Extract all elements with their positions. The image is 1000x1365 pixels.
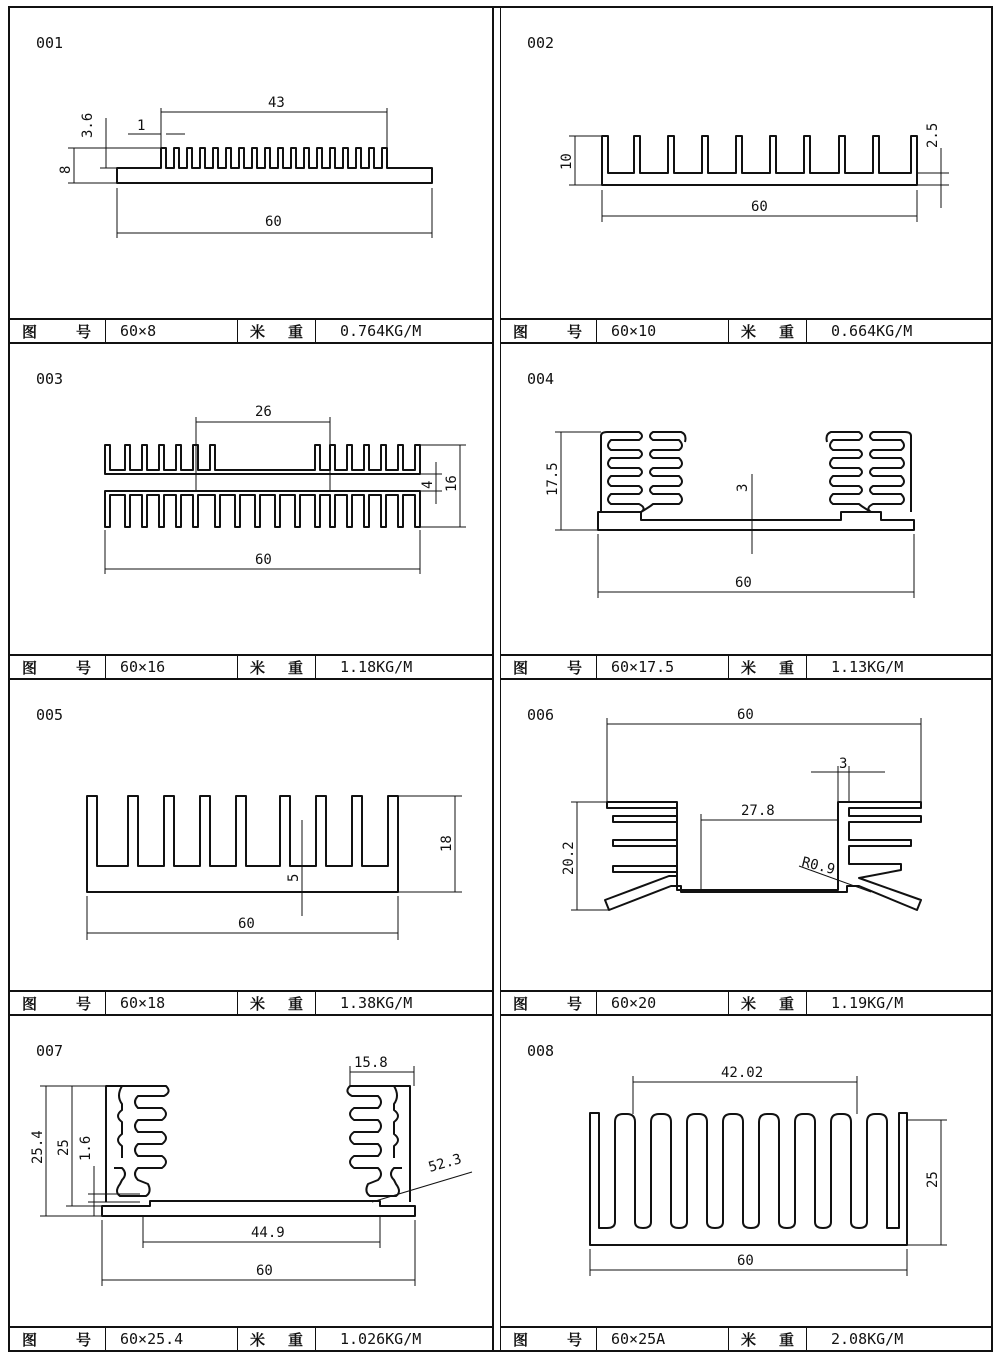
profile-cell-002 xyxy=(501,8,991,344)
dim-total-height: 25 xyxy=(925,1171,941,1188)
dim-fin-thickness: 1 xyxy=(137,118,146,134)
profile-cell-004 xyxy=(501,344,991,680)
dim-total-width: 60 xyxy=(751,199,768,215)
drawing-no-label: 图 号 xyxy=(10,656,106,678)
dim-total-width: 60 xyxy=(737,707,754,723)
profile-id: 004 xyxy=(527,370,555,388)
dim-base-thickness: 2.5 xyxy=(925,122,941,148)
drawing-no-label: 图 号 xyxy=(501,992,597,1014)
drawing-no-label: 图 号 xyxy=(501,320,597,342)
drawing-no-label: 图 号 xyxy=(501,656,597,678)
model-value: 60×10 xyxy=(597,320,729,342)
profile-cell-003 xyxy=(10,344,492,680)
weight-label: 米 重 xyxy=(238,992,316,1014)
dim-slot-width: 27.8 xyxy=(741,803,775,819)
dim-total-width: 60 xyxy=(737,1253,754,1269)
weight-value: 0.764KG/M xyxy=(340,322,422,340)
drawing-no-label: 图 号 xyxy=(501,1328,597,1350)
dim-fin-thickness: 3 xyxy=(839,756,848,772)
heatsink-profile-lower xyxy=(105,491,420,527)
dim-fin-block-width: 15.8 xyxy=(354,1055,388,1071)
profile-id: 002 xyxy=(527,34,555,52)
drawing-no-label: 图 号 xyxy=(10,1328,106,1350)
dim-total-height: 8 xyxy=(58,165,74,174)
heatsink-profile xyxy=(602,136,917,185)
model-value: 60×16 xyxy=(106,656,238,678)
profile-cell-008 xyxy=(501,1016,991,1352)
model-value: 60×25A xyxy=(597,1328,729,1350)
dim-base-thickness: 5 xyxy=(286,873,302,882)
weight-label: 米 重 xyxy=(238,320,316,342)
profile-cell-001 xyxy=(10,8,492,344)
info-bar xyxy=(501,654,991,680)
dim-diagonal: 52.3 xyxy=(426,1151,464,1176)
dim-base-thickness: 1.6 xyxy=(78,1135,94,1161)
info-bar xyxy=(10,654,492,680)
info-bar xyxy=(501,318,991,344)
profile-drawing-001 xyxy=(10,8,492,318)
weight-label: 米 重 xyxy=(729,320,807,342)
model-value: 60×20 xyxy=(597,992,729,1014)
dim-total-height: 10 xyxy=(559,153,575,170)
heatsink-profile-base xyxy=(102,1201,415,1216)
dim-total-width: 60 xyxy=(238,916,255,932)
model-value: 60×8 xyxy=(106,320,238,342)
dim-width-fins: 43 xyxy=(268,95,285,111)
heatsink-profile-upper xyxy=(105,445,420,474)
model-value: 60×18 xyxy=(106,992,238,1014)
weight-value: 1.38KG/M xyxy=(340,994,413,1012)
heatsink-profile xyxy=(598,512,914,530)
info-bar xyxy=(10,990,492,1016)
dim-total-width: 60 xyxy=(255,552,272,568)
dim-total-height: 20.2 xyxy=(561,841,577,875)
dim-base-thickness: 3 xyxy=(735,483,751,492)
model-value: 60×17.5 xyxy=(597,656,729,678)
heatsink-profile xyxy=(117,148,432,183)
profile-drawing-002 xyxy=(501,8,991,318)
profile-id: 007 xyxy=(36,1042,64,1060)
profile-id: 008 xyxy=(527,1042,555,1060)
profile-drawing-004 xyxy=(501,344,991,654)
profile-drawing-006 xyxy=(501,680,991,990)
info-bar xyxy=(501,990,991,1016)
profile-cell-006 xyxy=(501,680,991,1016)
dim-fin-span: 42.02 xyxy=(721,1065,764,1081)
dim-total-height: 17.5 xyxy=(545,462,561,496)
profile-id: 005 xyxy=(36,706,64,724)
profile-id: 006 xyxy=(527,706,555,724)
weight-value: 2.08KG/M xyxy=(831,1330,904,1348)
dim-radius: R0.9 xyxy=(800,854,837,879)
weight-value: 1.026KG/M xyxy=(340,1330,422,1348)
heatsink-profile xyxy=(590,1113,907,1245)
profile-drawing-008 xyxy=(501,1016,991,1326)
weight-label: 米 重 xyxy=(238,1328,316,1350)
info-bar xyxy=(501,1326,991,1352)
dim-inner-width: 44.9 xyxy=(251,1225,285,1241)
weight-label: 米 重 xyxy=(729,656,807,678)
dim-total-height: 18 xyxy=(439,835,455,852)
right-fin-pair xyxy=(827,432,912,512)
model-value: 60×25.4 xyxy=(106,1328,238,1350)
profile-drawing-007 xyxy=(10,1016,492,1326)
info-bar xyxy=(10,1326,492,1352)
dim-total-width: 60 xyxy=(256,1263,273,1279)
drawing-no-label: 图 号 xyxy=(10,992,106,1014)
column-divider xyxy=(492,6,494,1352)
dim-total-height: 16 xyxy=(444,475,460,492)
weight-label: 米 重 xyxy=(238,656,316,678)
profile-drawing-003 xyxy=(10,344,492,654)
dim-total-width: 60 xyxy=(265,214,282,230)
dim-fin-height: 25 xyxy=(56,1139,72,1156)
dim-web-thickness: 4 xyxy=(420,480,436,489)
dim-fin-height: 3.6 xyxy=(80,112,96,138)
info-bar xyxy=(10,318,492,344)
weight-label: 米 重 xyxy=(729,1328,807,1350)
weight-value: 1.18KG/M xyxy=(340,658,413,676)
drawing-no-label: 图 号 xyxy=(10,320,106,342)
weight-value: 1.13KG/M xyxy=(831,658,904,676)
weight-label: 米 重 xyxy=(729,992,807,1014)
profile-cell-007 xyxy=(10,1016,492,1352)
weight-value: 1.19KG/M xyxy=(831,994,904,1012)
right-fin-stack xyxy=(347,1086,410,1202)
weight-value: 0.664KG/M xyxy=(831,322,913,340)
profile-cell-005 xyxy=(10,680,492,1016)
dim-middle-width: 26 xyxy=(255,404,272,420)
dim-total-height: 25.4 xyxy=(30,1130,46,1164)
left-fin-pair xyxy=(601,432,686,512)
heatsink-profile xyxy=(87,796,398,892)
profile-id: 003 xyxy=(36,370,64,388)
left-fin-stack xyxy=(106,1086,169,1202)
profile-id: 001 xyxy=(36,34,64,52)
profile-drawing-005 xyxy=(10,680,492,990)
dim-total-width: 60 xyxy=(735,575,752,591)
